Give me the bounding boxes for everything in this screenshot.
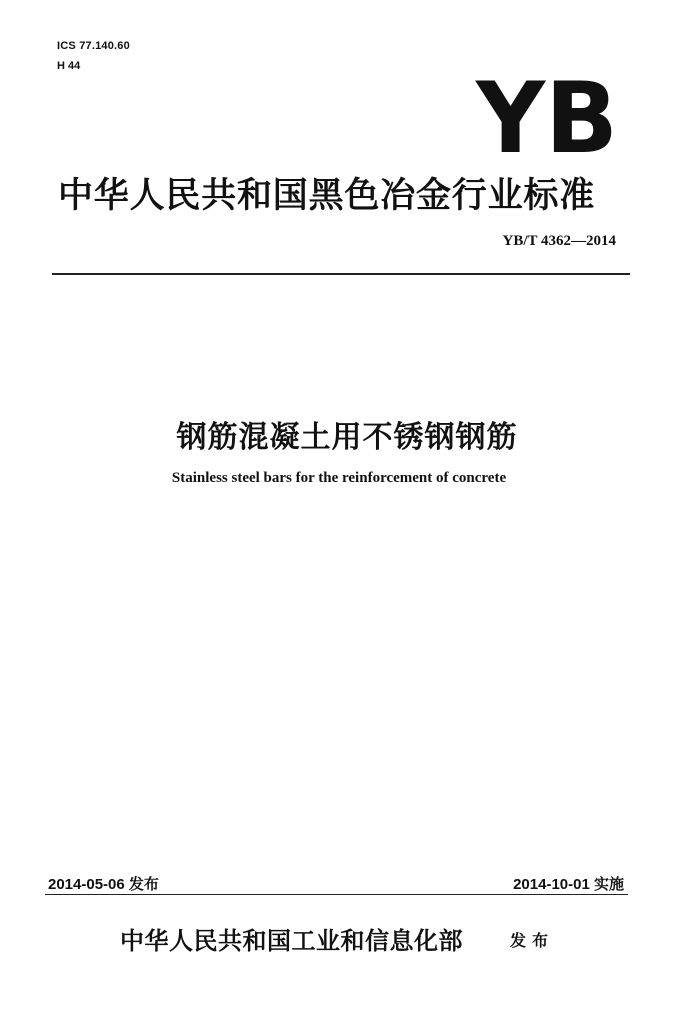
standard-category-title: 中华人民共和国黑色冶金行业标准 [58, 176, 596, 216]
ics-code: ICS 77.140.60 [57, 40, 130, 52]
document-title-english: Stainless steel bars for the reinforcement of concrete [171, 470, 507, 486]
document-title-chinese: 钢筋混凝土用不锈钢钢筋 [176, 420, 518, 455]
standard-number: YB/T 4362—2014 [502, 233, 616, 249]
issuing-authority: 中华人民共和国工业和信息化部 [120, 926, 463, 955]
yb-logo [472, 66, 622, 166]
yb-logo-text: YB [475, 66, 618, 166]
implementation-date: 2014-10-01 实施 [513, 876, 624, 893]
footer-divider [45, 894, 628, 895]
issuing-action: 发布 [510, 931, 555, 950]
header-divider [52, 273, 630, 275]
ccs-code: H 44 [57, 60, 81, 72]
issue-date: 2014-05-06 发布 [48, 876, 159, 893]
